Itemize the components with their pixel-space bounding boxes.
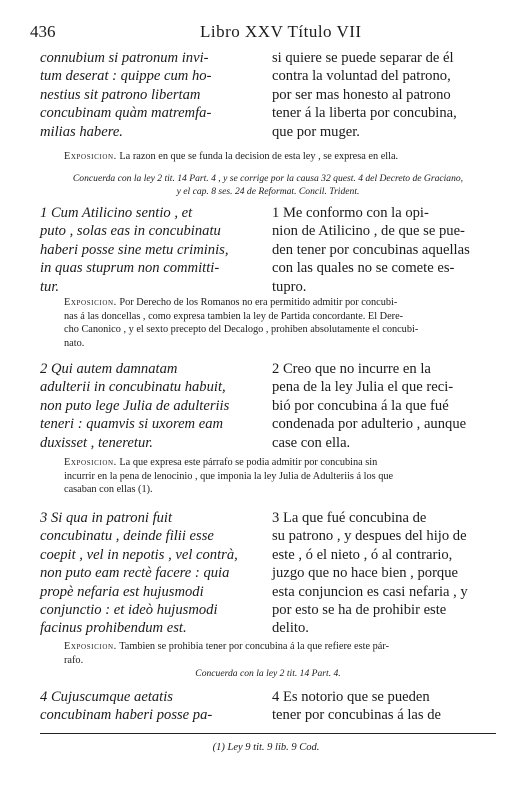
running-head: Libro XXV Título VII <box>200 22 362 41</box>
spanish-column <box>272 204 496 296</box>
spanish-column <box>272 360 496 452</box>
exposicion-text: La razon en que se funda la decision de esta ley , se expresa en ella. <box>116 151 399 162</box>
exposicion-text: Tambien se prohibia tener por concubina á la que refiere este pár- rafo. <box>64 641 390 666</box>
exposicion-text: Por Derecho de los Romanos no era permitido admitir por concubi- nas á las doncellas , como expresa tambien la ley de Partida concordante. El Dere- cho Canonico , y el sexto precepto del Decalogo , prohiben absolutamente el concubi- nato. <box>64 297 419 349</box>
exposicion-label: Exposicion. <box>64 641 117 652</box>
latin-text: 2 Qui autem damnatam adulterii in concubinatu habuit, non puto lege Julia de adulteriis teneri : quamvis si uxorem eam duxisset , teneretur. <box>40 361 230 451</box>
exposicion-label: Exposicion. <box>64 151 117 162</box>
latin-text: 1 Cum Atilicino sentio , et puto , solas eas in concubinatu haberi posse sine metu criminis, in quas stuprum non committi- tur. <box>40 205 229 295</box>
exposicion-label: Exposicion. <box>64 297 117 308</box>
spanish-text: si quiere se puede separar de él contra la voluntad del patrono, por ser mas honesto al patrono tener á la liberta por concubina, que por muger. <box>272 50 457 140</box>
spanish-text: 2 Creo que no incurre en la pena de la ley Julia el que reci- bió por concubina á la que fué condenada por adulterio , aunque case con ella. <box>272 361 467 451</box>
footnote-divider <box>40 733 496 734</box>
latin-text: 4 Cujuscumque aetatis concubinam haberi posse pa- <box>40 689 213 724</box>
spanish-text: 1 Me conformo con la opi- nion de Atilicino , de que se pue- den tener por concubinas aquellas con las quales no se comete es- tupro. <box>272 205 470 295</box>
latin-text: 3 Si qua in patroni fuit concubinatu , deinde filii esse coepit , vel in nepotis , vel contrà, non puto eam rectè facere : quia propè nefaria est hujusmodi conjunctio : et ideò hujusmodi facinus prohibendum est. <box>40 510 238 637</box>
concordance-note: Concuerda con la ley 2 tit. 14 Part. 4. <box>195 668 341 679</box>
exposicion-label: Exposicion. <box>64 457 117 468</box>
exposicion-text: La que expresa este párrafo se podia admitir por concubina sin incurrir en la pena de lenocinio , que imponia la ley Julia de Adulteriis á los que casaban con ellas (1). <box>64 457 394 496</box>
latin-text: connubium si patronum invi- tum deserat : quippe cum ho- nestius sit patrono libertam concubinam quàm matremfa- milias habere. <box>40 50 212 140</box>
concordance-note: Concuerda con la ley 2 tit. 14 Part. 4 , y se corrige por la causa 32 quest. 4 del Decreto de Graciano, y el cap. 8 ses. 24 de Reformat. Concil. Trident. <box>72 173 464 197</box>
page-header <box>30 22 506 44</box>
exposicion-paragraph <box>64 150 480 164</box>
latin-column <box>40 204 258 296</box>
latin-column <box>40 49 258 141</box>
spanish-column <box>272 688 496 725</box>
latin-column <box>40 360 258 452</box>
latin-column <box>40 509 258 638</box>
latin-column <box>40 688 258 725</box>
exposicion-paragraph <box>64 296 480 350</box>
exposicion-paragraph <box>64 640 480 667</box>
page-number: 436 <box>30 22 56 41</box>
spanish-text: 4 Es notorio que se pueden tener por concubinas á las de <box>272 689 441 724</box>
footnote: (1) Ley 9 tit. 9 lib. 9 Cod. <box>212 742 320 753</box>
spanish-text: 3 La que fué concubina de su patrono , y despues del hijo de este , ó el nieto , ó al contrario, juzgo que no hace bien , porque esta conjuncion es casi nefaria , y por esto se ha de prohibir este delito. <box>272 510 468 637</box>
exposicion-paragraph <box>64 456 480 497</box>
spanish-column <box>272 509 496 638</box>
spanish-column <box>272 49 496 141</box>
